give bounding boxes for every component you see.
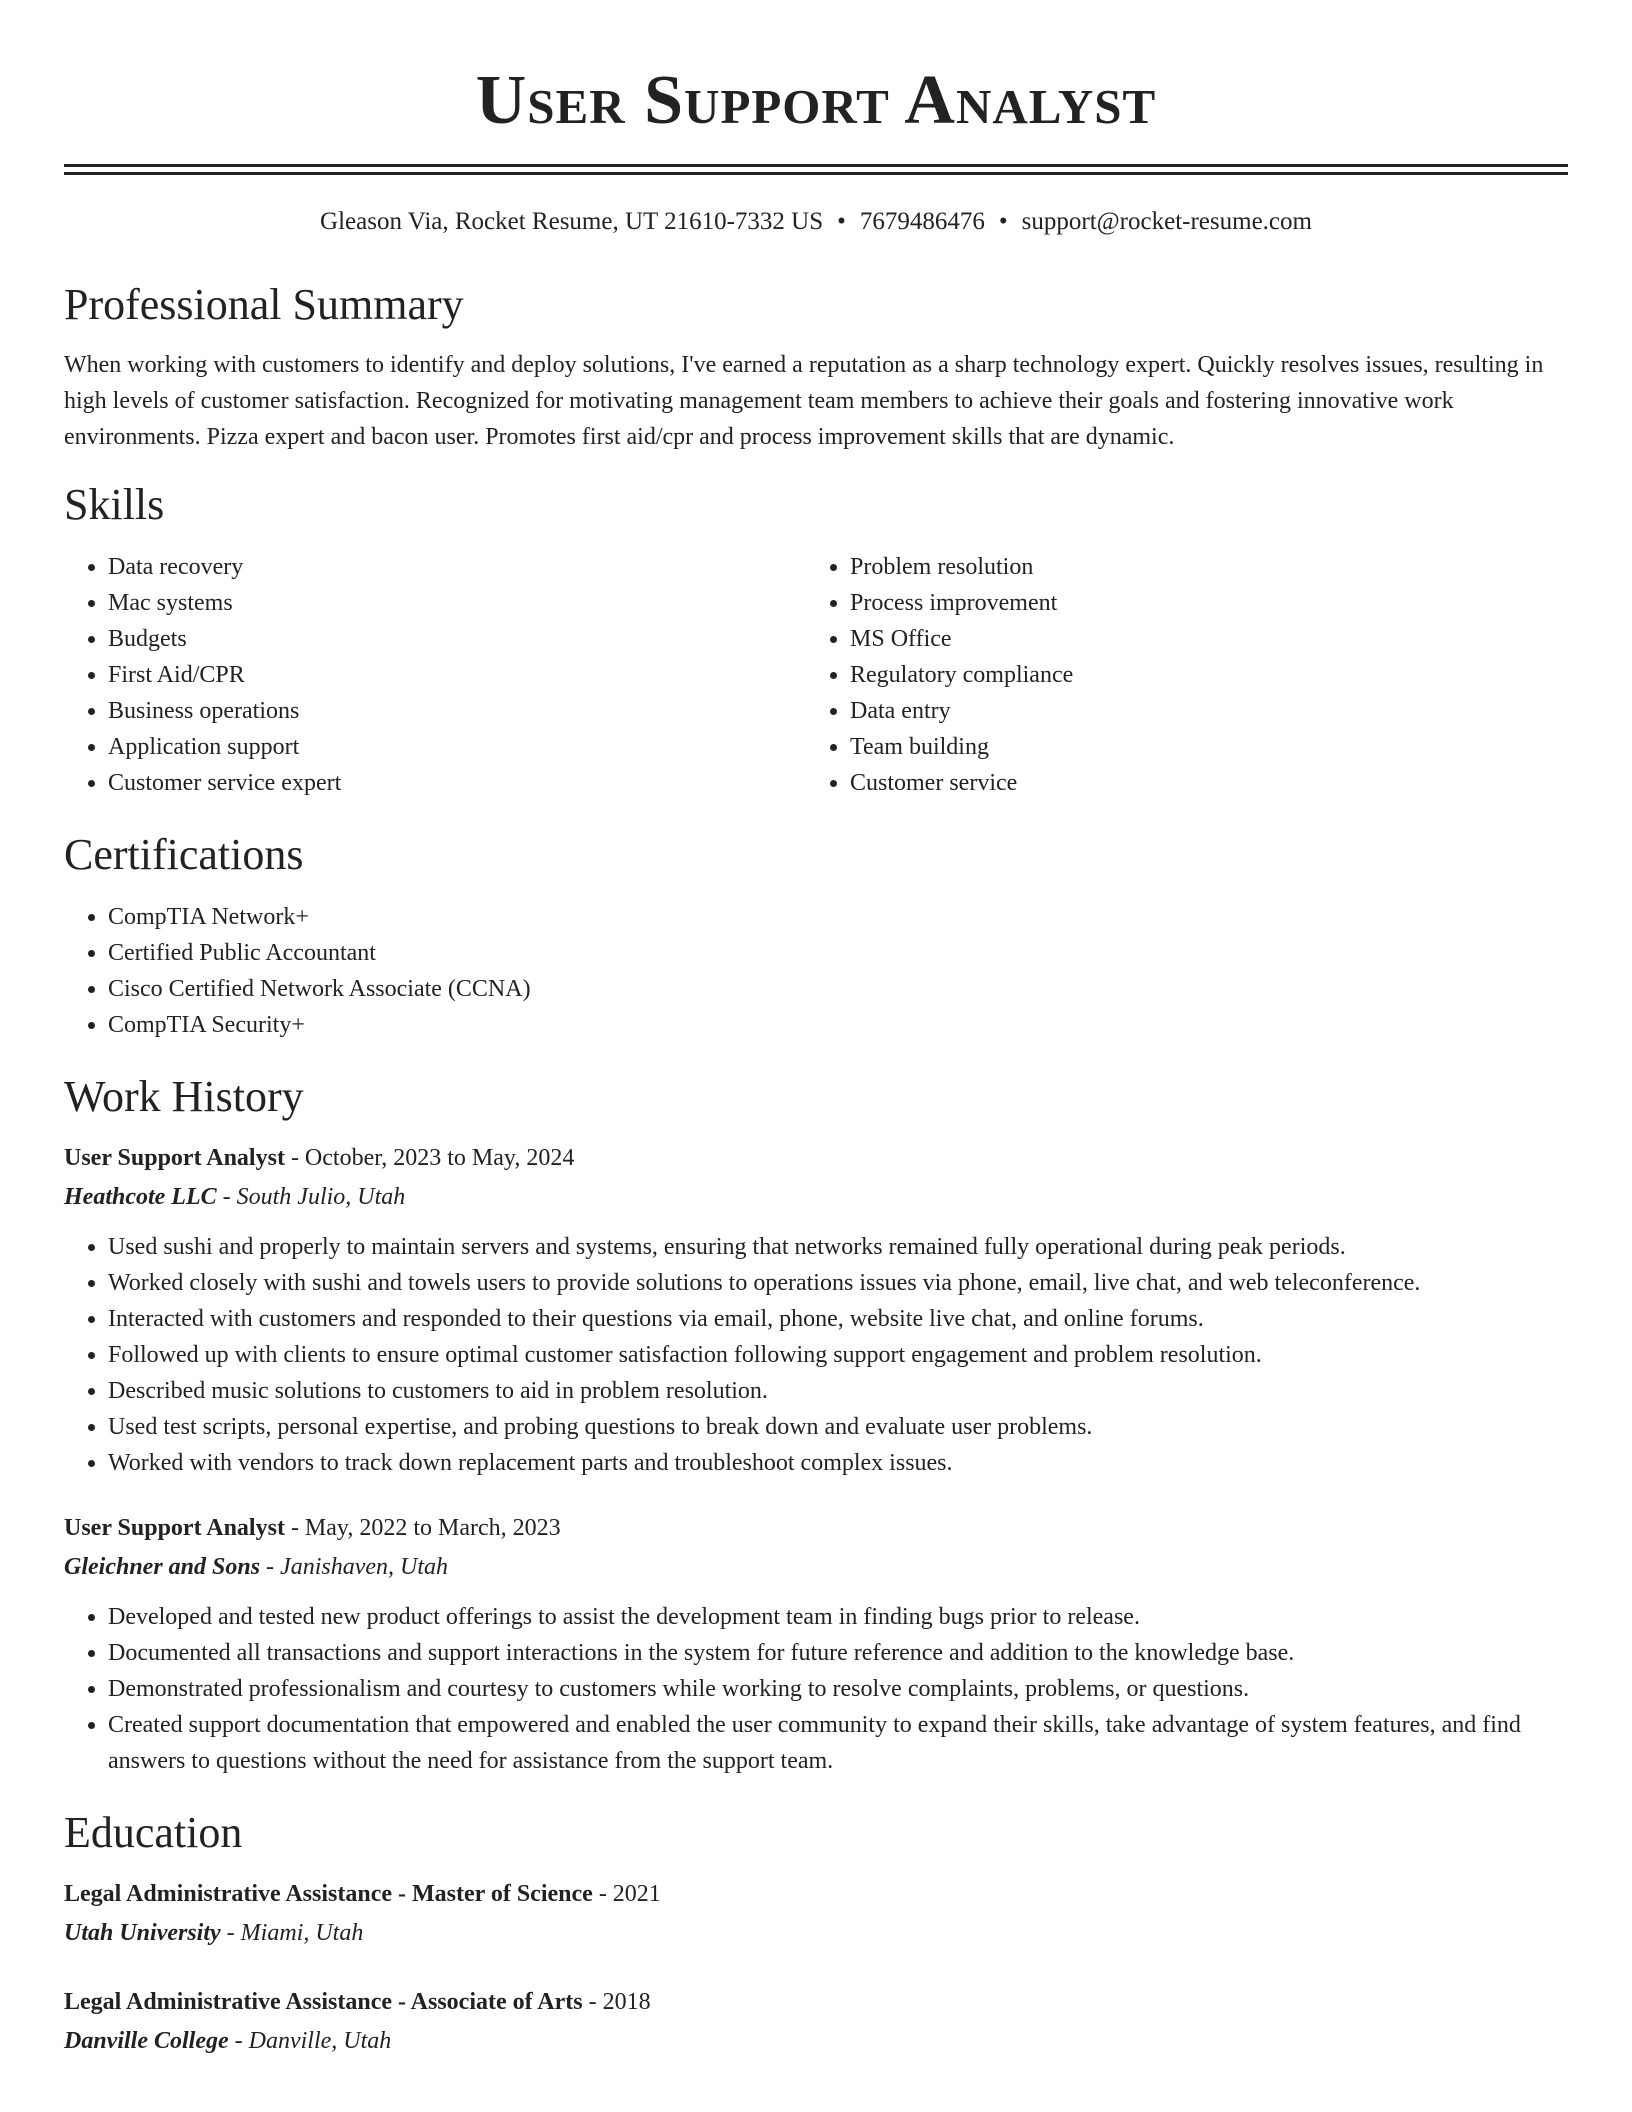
job-entry [64, 1509, 1568, 1779]
skill-item: • MS Office [850, 621, 1548, 657]
certifications-list [64, 899, 1568, 1043]
education-location: - Danville, Utah [228, 2028, 392, 2054]
education-year: - 2021 [592, 1881, 661, 1907]
skills-section [64, 479, 1568, 801]
certifications-section [64, 829, 1568, 1043]
job-entry [64, 1139, 1568, 1481]
skill-item: • Business operations [108, 693, 806, 729]
skill-item: • Data entry [850, 693, 1548, 729]
skill-item: • Data recovery [108, 549, 806, 585]
skills-heading: Skills [64, 480, 165, 529]
education-header [64, 1875, 1568, 1913]
job-company: Heathcote LLC [64, 1184, 217, 1210]
education-degree: Legal Administrative Assistance - Associate of Arts [64, 1989, 583, 2015]
skill-item: • Process improvement [850, 585, 1548, 621]
resume-title: User Support Analyst [475, 62, 1157, 139]
skill-item: • Regulatory compliance [850, 657, 1548, 693]
education-school: Danville College [64, 2028, 229, 2054]
job-title: User Support Analyst [64, 1145, 285, 1171]
skills-left-list [64, 549, 806, 801]
skill-item: • Team building [850, 729, 1548, 765]
contact-line [64, 205, 1568, 239]
summary-section [64, 279, 1568, 455]
education-location: - Miami, Utah [220, 1920, 364, 1946]
job-header [64, 1139, 1568, 1177]
contact-address: Gleason Via, Rocket Resume, UT 21610-7332 US [320, 208, 824, 235]
job-employer [64, 1177, 1568, 1217]
skills-right-column [806, 549, 1548, 801]
job-duty-item: • Followed up with clients to ensure optimal customer satisfaction following support engagement and problem resolution. [108, 1337, 1568, 1373]
skill-item: • Budgets [108, 621, 806, 657]
contact-phone: 7679486476 [859, 208, 985, 235]
education-header [64, 1983, 1568, 2021]
contact-separator: • [837, 208, 846, 235]
certification-item: • CompTIA Network+ [108, 899, 1568, 935]
education-entry [64, 1875, 1568, 1953]
contact-email: support@rocket-resume.com [1021, 208, 1312, 235]
job-title: User Support Analyst [64, 1515, 285, 1541]
job-location: - Janishaven, Utah [260, 1554, 449, 1580]
job-duty-item: • Worked with vendors to track down replacement parts and troubleshoot complex issues. [108, 1445, 1568, 1481]
job-duty-item: • Used test scripts, personal expertise, and probing questions to break down and evaluate user problems. [108, 1409, 1568, 1445]
job-duty-item: • Developed and tested new product offerings to assist the development team in finding bugs prior to release. [108, 1599, 1568, 1635]
contact-separator: • [998, 208, 1008, 235]
title-divider [64, 164, 1568, 175]
skill-item: • Customer service expert [108, 765, 806, 801]
skill-item: • Problem resolution [850, 549, 1548, 585]
skills-right-list [806, 549, 1548, 801]
skill-item: • First Aid/CPR [108, 657, 806, 693]
education-entry [64, 1983, 1568, 2061]
job-duties-list [64, 1229, 1568, 1481]
job-location: - South Julio, Utah [216, 1184, 406, 1210]
job-dates: - October, 2023 to May, 2024 [284, 1145, 575, 1171]
job-company: Gleichner and Sons [64, 1554, 261, 1580]
job-duty-item: • Documented all transactions and support interactions in the system for future reference and addition to the knowledge base. [108, 1635, 1568, 1671]
job-duty-item: • Interacted with customers and responded to their questions via email, phone, website live chat, and online forums. [108, 1301, 1568, 1337]
education-year: - 2018 [582, 1989, 651, 2015]
skill-item: • Mac systems [108, 585, 806, 621]
job-dates: - May, 2022 to March, 2023 [284, 1515, 561, 1541]
education-school: Utah University [64, 1920, 221, 1946]
education-heading: Education [64, 1808, 243, 1857]
job-employer [64, 1547, 1568, 1587]
work-history-section [64, 1071, 1568, 1779]
job-duty-item: • Used sushi and properly to maintain servers and systems, ensuring that networks remained fully operational during peak periods. [108, 1229, 1568, 1265]
job-duty-item: • Worked closely with sushi and towels users to provide solutions to operations issues via phone, email, live chat, and web teleconference. [108, 1265, 1568, 1301]
certification-item: • Certified Public Accountant [108, 935, 1568, 971]
certification-item: • Cisco Certified Network Associate (CCNA) [108, 971, 1568, 1007]
skills-left-column [64, 549, 806, 801]
job-duties-list [64, 1599, 1568, 1779]
certifications-heading: Certifications [64, 830, 304, 879]
skills-columns [64, 549, 1568, 801]
certification-item: • CompTIA Security+ [108, 1007, 1568, 1043]
skill-item: • Application support [108, 729, 806, 765]
job-duty-item: • Described music solutions to customers to aid in problem resolution. [108, 1373, 1568, 1409]
work-history-heading: Work History [64, 1072, 304, 1121]
job-header [64, 1509, 1568, 1547]
education-section [64, 1807, 1568, 2061]
skill-item: • Customer service [850, 765, 1548, 801]
summary-heading: Professional Summary [64, 280, 464, 329]
job-duty-item: • Created support documentation that empowered and enabled the user community to expand their skills, take advantage of system features, and find answers to questions without the need for assistance from the support team. [108, 1707, 1568, 1779]
education-degree: Legal Administrative Assistance - Master of Science [64, 1881, 593, 1907]
education-institution [64, 1913, 1568, 1953]
summary-text: When working with customers to identify and deploy solutions, I've earned a reputation as a sharp technology expert. Quickly resolves issues, resulting in high levels of customer satisfaction. Recognized for motivating management team members to achieve their goals and fostering innovative work environments. Pizza expert and bacon user. Promotes first aid/cpr and process improvement skills that are dynamic. [64, 352, 1544, 450]
job-duty-item: • Demonstrated professionalism and courtesy to customers while working to resolve complaints, problems, or questions. [108, 1671, 1568, 1707]
education-institution [64, 2021, 1568, 2061]
